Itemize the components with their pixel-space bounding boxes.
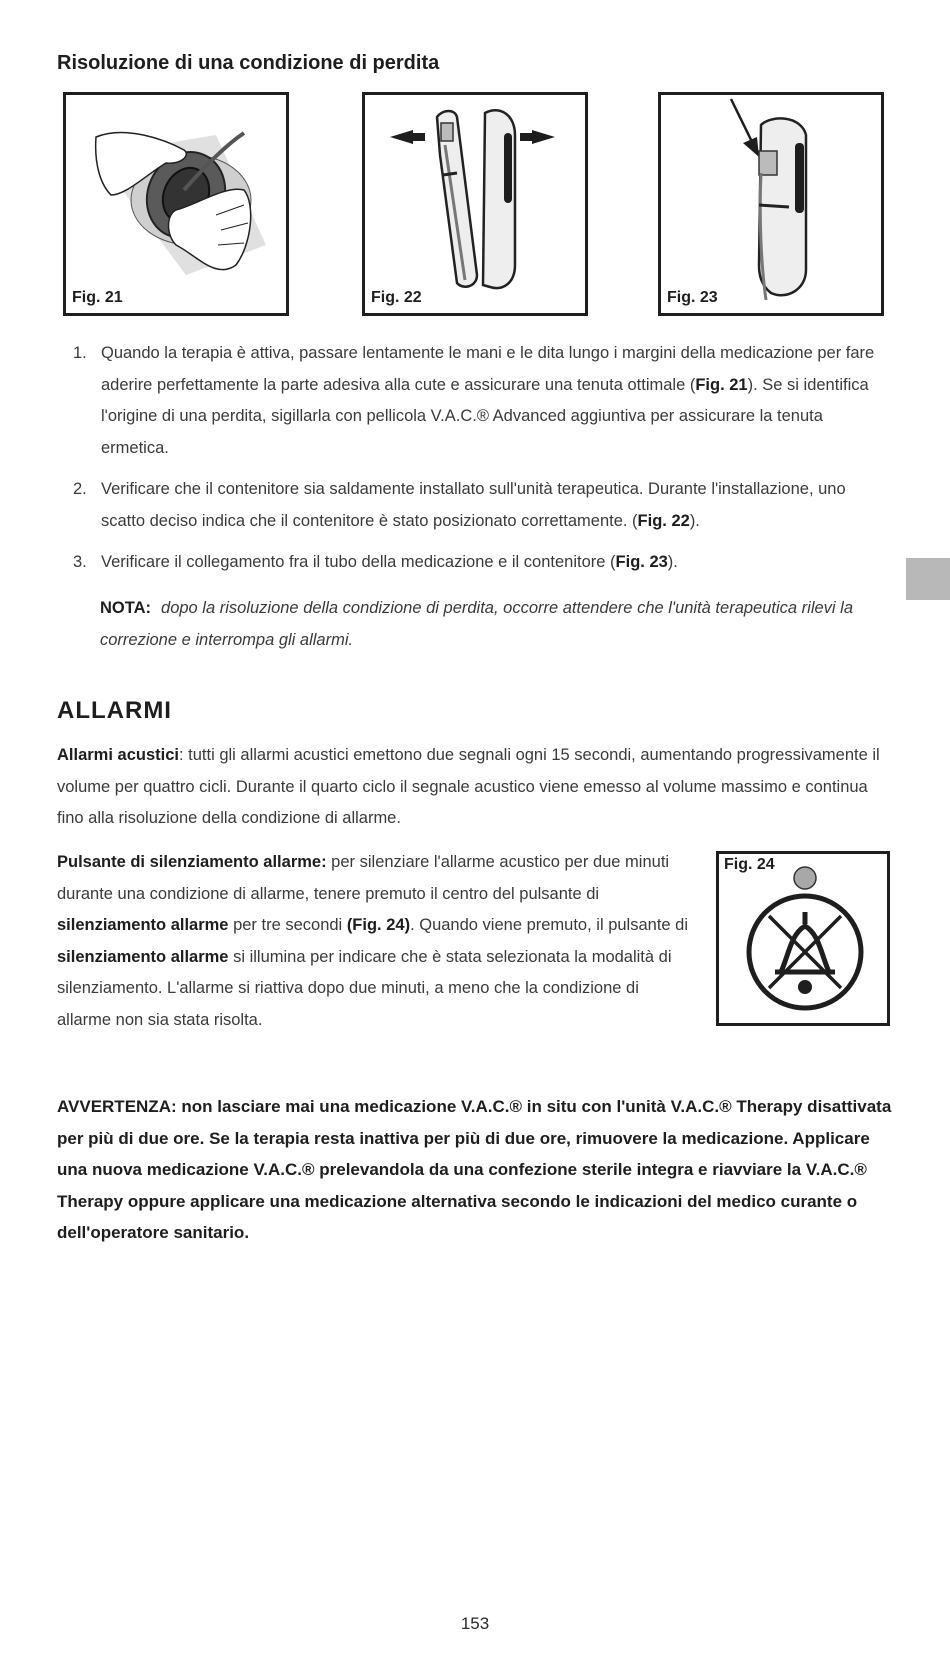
- allarmi-heading: ALLARMI: [57, 697, 172, 724]
- figure-24: [716, 851, 890, 1026]
- section-tab-marker: [906, 558, 950, 600]
- tube-connection-illustration: [661, 95, 881, 313]
- step-text: ).: [667, 553, 678, 571]
- note-label: NOTA:: [100, 599, 152, 617]
- step-number: 3.: [73, 553, 87, 571]
- paragraph-text: per tre secondi: [228, 916, 347, 934]
- paragraph-text: . Quando viene premuto, il pulsante di: [410, 916, 688, 934]
- figure-21: [63, 92, 289, 316]
- step-item: [70, 547, 885, 579]
- figure-ref: Fig. 22: [637, 511, 690, 530]
- warning-paragraph: AVVERTENZA: non lasciare mai una medicazione V.A.C.® in situ con l'unità V.A.C.® Therapy disattivata per più di due ore. Se la terapia resta inattiva per più di due ore, rimuovere la medicazione. Applicare una nuova medicazione V.A.C.® prelevandola da una confezione sterile integra e riavviare la V.A.C.® Therapy oppure applicare una medicazione alternativa secondo le indicazioni del medico curante o dell'operatore sanitario.: [57, 1097, 892, 1242]
- step-text: ). Se si identifica l'origine di una perdita, sigillarla con pellicola V.A.C.® Advanced aggiuntiva per assicurare la tenuta ermetica.: [101, 375, 869, 457]
- fig-21-label: Fig. 21: [72, 289, 123, 306]
- page-number: 153: [460, 1614, 490, 1633]
- note: [100, 593, 890, 656]
- figure-23: [658, 92, 884, 316]
- canister-installation-illustration: [365, 95, 585, 313]
- paragraph-text: si illumina per indicare che è stata selezionata la modalità di silenziamento. L'allarme si riattiva dopo due minuti, a meno che la condizione di allarme non sia stata risolta.: [57, 947, 672, 1029]
- hands-pressing-dressing-illustration: [66, 95, 286, 313]
- step-text: Quando la terapia è attiva, passare lentamente le mani e le dita lungo i margini della medicazione per fare aderire perfettamente la parte adesiva alla cute e assicurare una tenuta ottimale (: [101, 344, 875, 394]
- fig-22-label: Fig. 22: [371, 289, 422, 306]
- bold-term: silenziamento allarme: [57, 947, 229, 966]
- figure-ref: (Fig. 24): [346, 916, 411, 934]
- step-item: [70, 338, 885, 464]
- fig-24-label: Fig. 24: [724, 856, 775, 873]
- silence-button-label: Pulsante di silenziamento allarme:: [57, 853, 327, 871]
- allarmi-acustici-label: Allarmi acustici: [57, 746, 179, 764]
- section-title: Risoluzione di una condizione di perdita: [57, 52, 440, 74]
- step-text: Verificare che il contenitore sia saldamente installato sull'unità terapeutica. Durante l'installazione, uno scatto deciso indica che il contenitore è stato posizionato correttamente. (: [101, 480, 846, 530]
- paragraph-text: per silenziare l'allarme acustico per due minuti durante una condizione di allarme, tenere premuto il centro del pulsante di: [57, 853, 670, 903]
- figure-ref: Fig. 21: [695, 375, 748, 394]
- step-text: ).: [689, 511, 700, 530]
- fig-23-label: Fig. 23: [667, 289, 718, 306]
- figure-ref: Fig. 23: [615, 553, 668, 571]
- silence-button-paragraph: [57, 847, 692, 1036]
- step-number: 2.: [73, 480, 87, 498]
- step-number: 1.: [73, 344, 87, 362]
- allarmi-acustici-paragraph: [57, 740, 887, 835]
- note-text: dopo la risoluzione della condizione di perdita, occorre attendere che l'unità terapeutica rilevi la correzione e interrompa gli allarmi.: [100, 599, 854, 649]
- figure-22: [362, 92, 588, 316]
- allarmi-acustici-text: : tutti gli allarmi acustici emettono due segnali ogni 15 secondi, aumentando progressivamente il volume per quattro cicli. Durante il quarto ciclo il segnale acustico viene emesso al volume massimo e continua fino alla risoluzione della condizione di allarme.: [57, 746, 880, 827]
- step-text: Verificare il collegamento fra il tubo della medicazione e il contenitore (: [101, 553, 616, 571]
- steps-list: [70, 338, 885, 589]
- step-item: [70, 474, 885, 537]
- alarm-silence-icon: [719, 854, 887, 1023]
- bold-term: silenziamento allarme: [57, 916, 229, 934]
